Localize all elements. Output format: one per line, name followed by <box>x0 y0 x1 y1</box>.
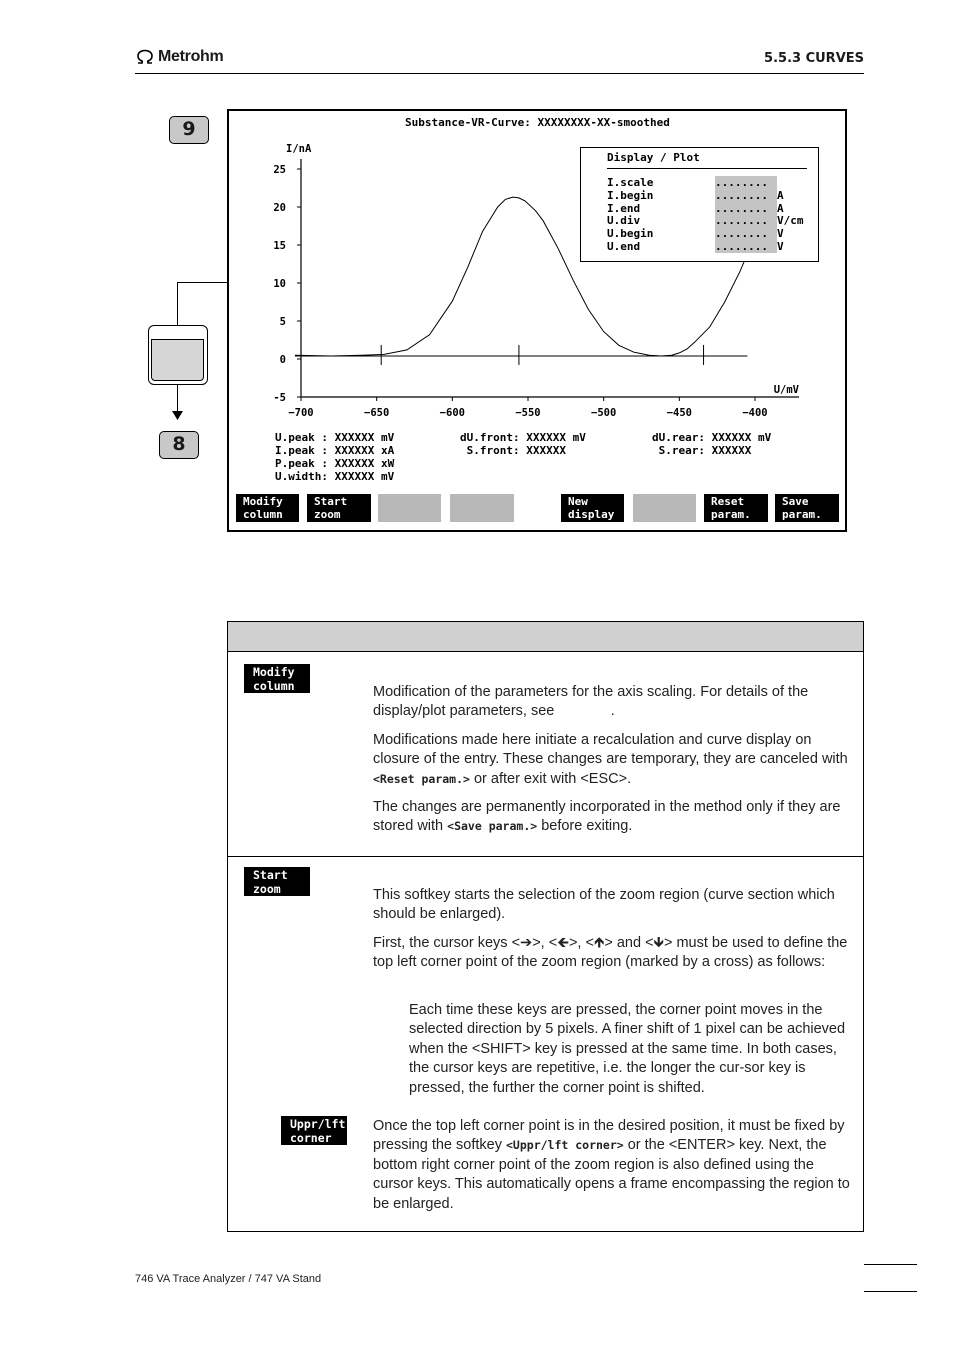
panel-row-unit: A <box>777 201 784 215</box>
brand-name: Metrohm <box>158 48 224 65</box>
connector-line <box>177 282 227 283</box>
text-run: before exiting. <box>537 818 633 835</box>
modify-column-para-3 <box>373 798 851 837</box>
connector-arrow-line <box>177 385 178 413</box>
modify-column-para-2 <box>373 731 853 789</box>
footer-rule-top <box>864 1264 917 1265</box>
panel-row-value[interactable]: ........ <box>715 189 777 202</box>
arrow-down-icon <box>172 411 183 420</box>
panel-row-label: I.end <box>607 201 641 215</box>
uppr-lft-corner-key: Uppr/lft corner <box>281 1116 347 1145</box>
y-tick-label: 0 <box>279 354 286 366</box>
result-line: I.peak : XXXXXX xA <box>275 444 395 457</box>
panel-title: Display / Plot <box>607 151 700 164</box>
section-title: 5.5.3 CURVES <box>764 51 864 66</box>
result-line: U.peak : XXXXXX mV <box>275 431 395 444</box>
row-separator <box>228 856 863 857</box>
modify-column-key: Modify column <box>244 664 310 693</box>
panel-row[interactable] <box>607 202 817 215</box>
text-run: The changes are permanently incorporated in the method only if they are stored with <box>373 799 841 835</box>
panel-row-unit: V <box>777 227 784 241</box>
results-col-3 <box>652 431 771 457</box>
instrument-screen <box>227 109 847 532</box>
result-line: S.rear: XXXXXX <box>652 444 752 457</box>
softkey-description-table <box>227 621 864 1232</box>
display-plot-panel <box>580 147 819 262</box>
softkey-empty-6[interactable] <box>633 494 696 522</box>
x-tick-label: −550 <box>515 407 541 419</box>
text-run: Modification of the parameters for the axis scaling. For details of the display/plot parameters, see <box>373 684 809 720</box>
start-zoom-para-2: First, the cursor keys <➔>, <🡸>, <🡹> and <🡻> must be used to define the top left corner point of the zoom region (marked by a cross) as follows: <box>373 935 848 971</box>
header-rule <box>135 73 864 74</box>
table-header <box>228 622 863 652</box>
footer-rule-bottom <box>864 1291 917 1292</box>
softkey-empty-3[interactable] <box>378 494 441 522</box>
softkey-save-param[interactable]: Save param. <box>775 494 839 522</box>
softkey-empty-4[interactable] <box>450 494 514 522</box>
panel-row[interactable] <box>607 240 817 253</box>
result-line: U.width: XXXXXX mV <box>275 470 395 483</box>
panel-row-unit: V/cm <box>777 214 804 228</box>
start-zoom-key: Start zoom <box>244 867 310 896</box>
uppr-lft-corner-code: <Uppr/lft corner> <box>506 1138 624 1153</box>
text-gap <box>558 703 610 719</box>
text-run: . <box>610 703 615 720</box>
panel-row-value[interactable]: ........ <box>715 240 777 253</box>
key-8[interactable]: 8 <box>159 431 199 459</box>
x-tick-label: −400 <box>742 407 768 419</box>
text-run: or the <ENTER> key. Next, the bottom right corner point of the zoom region is also defined using the cursor keys. This automatically opens a frame encompassing the region to be enlarged. <box>373 1137 850 1212</box>
save-param-code: <Save param.> <box>447 819 538 834</box>
result-line: dU.front: XXXXXX mV <box>460 431 586 444</box>
footer-text: 746 VA Trace Analyzer / 747 VA Stand <box>135 1273 322 1285</box>
panel-row-unit: V <box>777 240 784 253</box>
device-display-icon <box>148 325 208 385</box>
panel-row-value[interactable]: ........ <box>715 227 777 240</box>
panel-rule <box>607 168 807 169</box>
y-tick-label: 20 <box>273 202 286 214</box>
curve-title: Substance-VR-Curve: XXXXXXXX-XX-smoothed <box>405 116 670 129</box>
connector-line-vertical <box>177 282 178 326</box>
start-zoom-para-1: This softkey starts the selection of the zoom region (curve section which should be enlarged). <box>373 887 835 923</box>
x-tick-label: −650 <box>364 407 390 419</box>
results-col-2 <box>460 431 586 457</box>
x-tick-label: −600 <box>439 407 465 419</box>
panel-row-label: U.begin <box>607 227 654 241</box>
y-tick-label: 5 <box>279 316 286 328</box>
panel-row[interactable] <box>607 176 817 189</box>
text-run: Once the top left corner point is in the desired position, it must be fixed by pressing the softkey <box>373 1118 845 1154</box>
text-run: or after exit with <ESC>. <box>469 770 632 787</box>
reset-param-code: <Reset param.> <box>373 771 470 786</box>
text-run: Modifications made here initiate a recalculation and curve display on closure of the entry. These changes are temporary, they are canceled with <box>373 732 848 768</box>
softkey-reset-param[interactable]: Reset param. <box>704 494 768 522</box>
panel-row-label: I.begin <box>607 188 654 202</box>
softkey-modify-column[interactable]: Modify column <box>236 494 299 522</box>
x-tick-label: −700 <box>288 407 314 419</box>
start-zoom-indent-para: Each time these keys are pressed, the corner point moves in the selected direction by 5 pixels. A finer shift of 1 pixel can be achieved when the <SHIFT> key is pressed at the same time. In both cases, the cursor keys are repetitive, i.e. the longer the cur-sor key is pressed, the further the corner point is shifted. <box>409 1002 846 1096</box>
panel-row-value[interactable]: ........ <box>715 176 777 189</box>
results-col-1 <box>275 431 394 483</box>
uppr-lft-corner-para <box>373 1117 851 1214</box>
x-tick-label: −500 <box>591 407 617 419</box>
panel-row-label: U.div <box>607 214 641 228</box>
panel-row[interactable] <box>607 227 817 240</box>
y-tick-label: 10 <box>273 278 286 290</box>
y-axis-label: I/nA <box>286 143 312 155</box>
metrohm-omega-icon <box>135 49 155 65</box>
panel-row[interactable] <box>607 214 817 227</box>
key-9[interactable]: 9 <box>169 116 209 144</box>
brand-logo <box>135 48 223 66</box>
modify-column-para-1 <box>373 683 851 722</box>
panel-row-label: U.end <box>607 240 641 253</box>
y-tick-label: 25 <box>273 164 286 176</box>
panel-row-value[interactable]: ........ <box>715 202 777 215</box>
x-axis-label: U/mV <box>773 384 799 396</box>
result-line: S.front: XXXXXX <box>460 444 566 457</box>
y-tick-label: 15 <box>273 240 286 252</box>
panel-row-label: I.scale <box>607 176 654 189</box>
panel-row-unit: A <box>777 188 784 202</box>
result-line: P.peak : XXXXXX xW <box>275 457 395 470</box>
panel-row-value[interactable]: ........ <box>715 214 777 227</box>
result-line: dU.rear: XXXXXX mV <box>652 431 772 444</box>
softkey-new-display[interactable]: New display <box>561 494 624 522</box>
softkey-start-zoom[interactable]: Start zoom <box>307 494 371 522</box>
x-tick-label: −450 <box>666 407 692 419</box>
panel-row[interactable] <box>607 189 817 202</box>
y-tick-label: -5 <box>273 392 286 404</box>
